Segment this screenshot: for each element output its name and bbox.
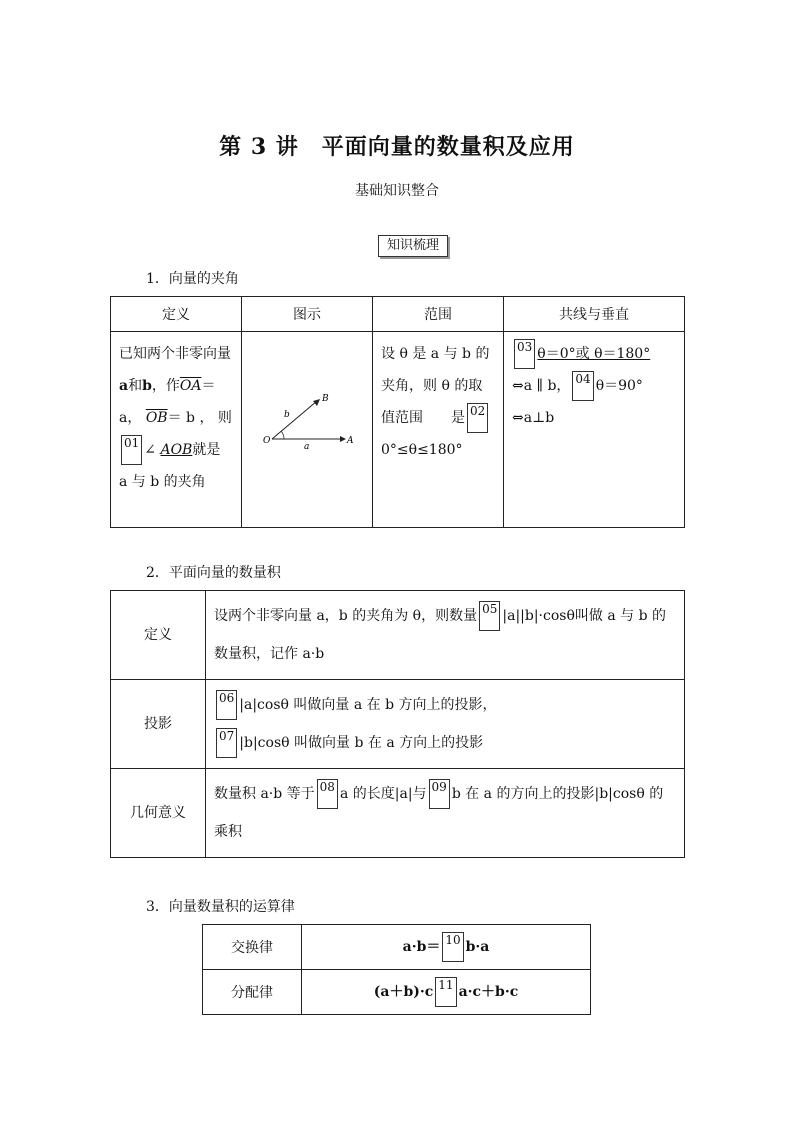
page-title: 第 3 讲 平面向量的数量积及应用 bbox=[219, 134, 575, 160]
row-label: 分配律 bbox=[203, 970, 302, 1015]
blank-06: 06 bbox=[216, 690, 237, 720]
ray-ob bbox=[272, 401, 317, 439]
section1-heading: 1．向量的夹角 bbox=[146, 271, 239, 287]
label-B: B bbox=[322, 393, 329, 404]
blank-01: 01 bbox=[121, 435, 142, 465]
label-O: O bbox=[263, 435, 271, 446]
vector-ob: $\overline{OB}$ bbox=[145, 410, 168, 426]
arrow-a-icon bbox=[340, 436, 346, 442]
angle-aob: AOB bbox=[160, 442, 193, 458]
row-label: 定义 bbox=[111, 591, 206, 680]
angle-table bbox=[110, 296, 685, 528]
figure-cell bbox=[242, 332, 373, 528]
angle-figure bbox=[262, 389, 352, 459]
blank-11: 11 bbox=[435, 977, 456, 1007]
angle-sign: ∠ bbox=[144, 442, 157, 458]
label-b-vec: b bbox=[284, 409, 290, 420]
blank-03: 03 bbox=[514, 339, 535, 369]
blank-05: 05 bbox=[479, 601, 500, 631]
blank-08: 08 bbox=[317, 779, 338, 809]
col-header: 范围 bbox=[373, 297, 504, 332]
section3-heading: 3．向量数量积的运算律 bbox=[146, 899, 295, 915]
blank-09: 09 bbox=[429, 779, 450, 809]
row-label: 几何意义 bbox=[111, 769, 206, 858]
dot-product-table bbox=[110, 590, 685, 858]
projection-text: 06 |a|cosθ 叫做向量 a 在 b 方向上的投影， 07 |b|cosθ 叫做向量 b 在 a 方向上的投影 bbox=[206, 680, 685, 769]
col-header: 图示 bbox=[242, 297, 373, 332]
arrow-b-icon bbox=[313, 399, 320, 406]
definition-text: 设两个非零向量 a，b 的夹角为 θ，则数量 05 |a||b|·cosθ叫做 a 与 b 的数量积，记作 a·b bbox=[206, 591, 685, 680]
col-header: 定义 bbox=[111, 297, 242, 332]
laws-table bbox=[202, 924, 591, 1015]
range-cell: 设 θ 是 a 与 b 的夹角，则 θ 的取值范围 是 02 0°≤θ≤180° bbox=[373, 332, 504, 528]
angle-arc bbox=[281, 431, 284, 439]
geometric-meaning-text: 数量积 a·b 等于 08 a 的长度|a|与 09 b 在 a 的方向上的投影|b|cosθ 的乘积 bbox=[206, 769, 685, 858]
row-label: 交换律 bbox=[203, 925, 302, 970]
definition-cell: 已知两个非零向量 a和b，作$\overline{OA}=a$， $\overline{OB}= b$ ， 则01 ∠ AOB就是 a 与 b 的夹角 bbox=[111, 332, 242, 528]
page-subtitle: 基础知识整合 bbox=[355, 183, 439, 199]
blank-02: 02 bbox=[467, 403, 488, 433]
label-A: A bbox=[347, 435, 354, 446]
col-header: 共线与垂直 bbox=[504, 297, 685, 332]
section-tag: 知识梳理 bbox=[378, 235, 448, 257]
law-formula: (a＋b)·c 11 a·c＋b·c bbox=[302, 970, 591, 1015]
collinear-cell: 03 θ＝0°或 θ＝180° ⇔a ∥ b， 04 θ＝90° ⇔a⊥b bbox=[504, 332, 685, 528]
label-a-vec: a bbox=[304, 441, 310, 452]
law-formula: a·b＝ 10 b·a bbox=[302, 925, 591, 970]
blank-07: 07 bbox=[216, 728, 237, 758]
blank-10: 10 bbox=[442, 932, 463, 962]
vector-oa: $\overline{OA}$ bbox=[179, 378, 202, 394]
row-label: 投影 bbox=[111, 680, 206, 769]
blank-04: 04 bbox=[572, 371, 593, 401]
section2-heading: 2．平面向量的数量积 bbox=[146, 565, 281, 581]
